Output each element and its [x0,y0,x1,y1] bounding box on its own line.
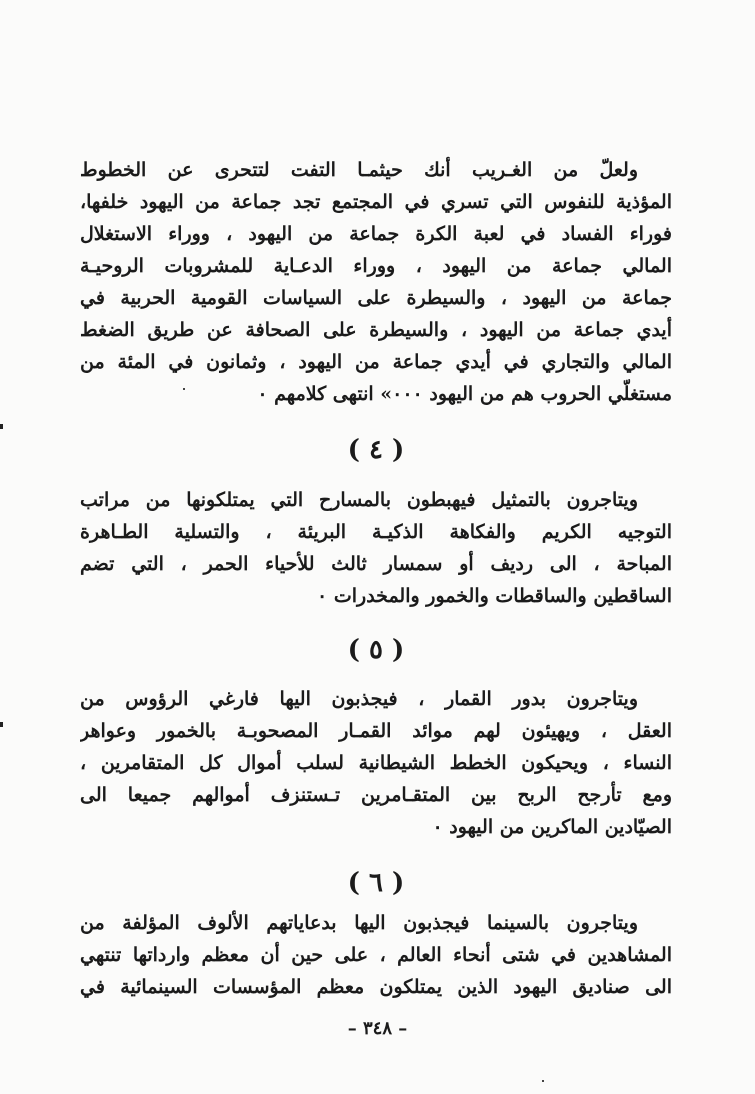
margin-mark [0,424,3,429]
text-line: المالي والتجاري في أيدي جماعة من اليهود ، وثمانون في المئة من [80,351,672,373]
text-line: الساقطين والساقطات والخمور والمخدرات ٠ [317,585,672,607]
paragraph-4 [80,907,672,1003]
text-line: المالي جماعة من اليهود ، ووراء الدعـاية للمشروبات الروحيـة [80,255,672,277]
text-line: جماعة من اليهود ، والسيطرة على السياسات القومية الحربية في [80,287,672,309]
section-heading-6: ( ٦ ) [347,868,405,898]
text-line: أيدي جماعة من اليهود ، والسيطرة على الصحافة عن طريق الضغط [80,319,672,341]
text-line: ويتاجرون بالسينما فيجذبون اليها بدعاياتهم الألوف المؤلفة من [80,912,638,934]
paragraph-2 [80,484,672,612]
section-heading-5: ( ٥ ) [347,635,405,665]
paragraph-3 [80,683,672,843]
text-line: المشاهدين في شتى أنحاء العالم ، على حين أن معظم وارداتها تنتهي [80,944,672,966]
text-line: العقل ، ويهيئون لهم موائد القمـار المصحوبـة بالخمور وعواهر [80,720,672,742]
text-line: المباحة ، الى رديف أو سمسار ثالث للأحياء الحمر ، التي تضم [80,553,672,575]
margin-mark [0,722,3,727]
text-line: الى صناديق اليهود الذين يمتلكون معظم المؤسسات السينمائية في [80,976,672,998]
text-line: ومع تأرجح الربح بين المتقـامرين تـستنزف أموالهم جميعا الى [80,784,672,806]
text-line: ولعلّ من الغـريب أنك حيثمـا التفت لتتحرى عن الخطوط [80,159,638,181]
text-line: فوراء الفساد في لعبة الكرة جماعة من اليهود ، ووراء الاستغلال [80,223,672,245]
page-number: – ٣٤٨ – [347,1018,408,1039]
section-heading-4: ( ٤ ) [347,435,405,465]
text-line: الصيّادين الماكرين من اليهود ٠ [432,816,672,838]
text-line: ويتاجرون بدور القمار ، فيجذبون اليها فارغي الرؤوس من [80,688,638,710]
paragraph-1 [80,154,672,410]
text-line: التوجيه الكريم والفكاهة الذكيـة البريئة ، والتسلية الطـاهرة [80,521,672,543]
text-line: المؤذية للنفوس التي تسري في المجتمع تجد جماعة من اليهود خلفها، [80,191,672,213]
scan-speck [542,1080,544,1082]
text-line: مستغلّي الحروب هم من اليهود ٠٠٠» انتهى كلامهم ٠ [257,383,672,405]
scan-speck [183,388,185,390]
text-line: النساء ، ويحيكون الخطط الشيطانية لسلب أموال كل المتقامرين ، [80,752,672,774]
text-line: ويتاجرون بالتمثيل فيهبطون بالمسارح التي يمتلكونها من مراتب [80,489,638,511]
